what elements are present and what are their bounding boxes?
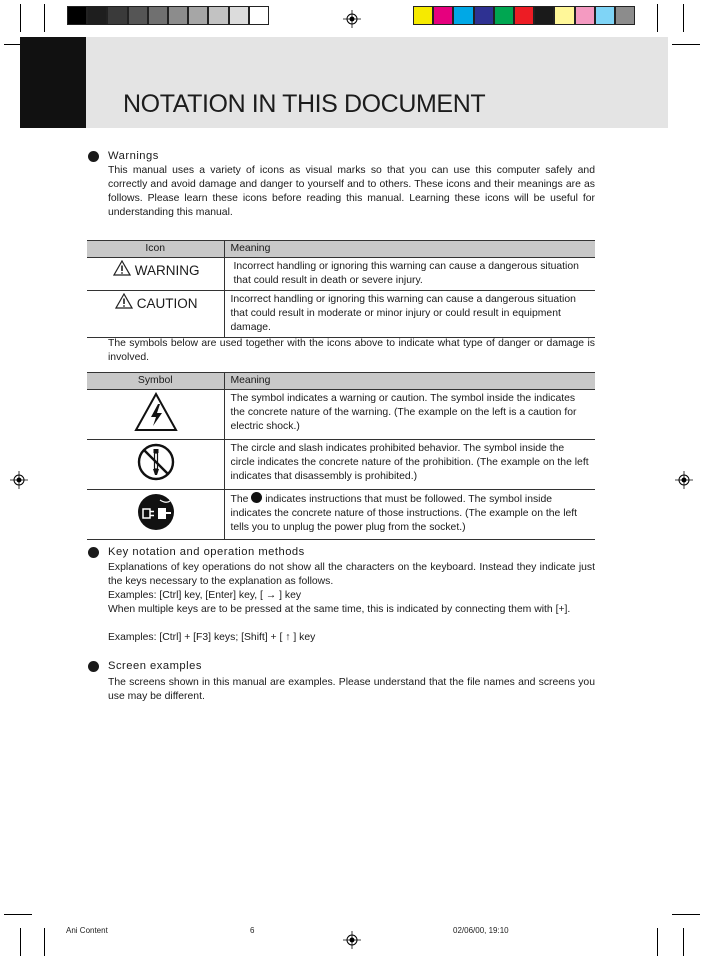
symbol-cell [87,440,224,490]
warning-triangle-icon [113,260,131,276]
calibration-swatch [534,6,554,25]
caution-icon-cell [87,291,224,338]
no-disassembly-meaning: The circle and slash indicates prohibited behavior. The symbol inside the circle indicates the concrete nature of the prohibition. (The example on the left indicates that disassembly is prohibited.) [224,440,595,490]
warning-icon-cell [87,258,224,291]
warnings-intro: This manual uses a variety of icons as visual marks so that you can use this computer safely and correctly and avoid damage and danger to yourself and to others. These icons and their meanings are as follows. Please learn these icons before reading this manual. Learning these icons will be useful for understanding this manual. [108,165,595,218]
page-title: NOTATION IN THIS DOCUMENT [123,90,486,118]
calibration-swatch [87,6,107,25]
table-row [87,258,595,291]
table-row [87,291,595,338]
calibration-swatch [595,6,615,25]
keys-example-2: Examples: [Ctrl] + [F3] keys; [Shift] + [ ↑ ] key [108,632,316,643]
table-row [87,490,595,540]
calibration-swatch [615,6,635,25]
section-heading-keys: Key notation and operation methods [108,546,305,558]
table-row [87,390,595,440]
keys-para-2: When multiple keys are to be pressed at the same time, this is indicated by connecting them with [+]. [108,604,571,615]
calibration-swatch [554,6,574,25]
calibration-swatch [208,6,228,25]
calibration-swatch [67,6,87,25]
icon-table [87,240,595,338]
unplug-meaning: The indicates instructions that must be followed. The symbol inside indicates the concrete nature of those instructions. (The example on the left tells you to unplug the power plug from the socket.) [224,490,595,540]
electric-shock-icon [134,392,178,432]
screens-para: The screens shown in this manual are examples. Please understand that the file names and screens you use may be different. [108,677,595,702]
footer-timestamp: 02/06/00, 19:10 [453,926,509,935]
electric-shock-meaning: The symbol indicates a warning or caution. The symbol inside the indicates the concrete nature of the warning. (The example on the left is a caution for electric shock.) [224,390,595,440]
no-disassembly-icon [136,442,176,482]
column-header-icon: Icon [87,241,224,258]
calibration-swatch [148,6,168,25]
symbols-intro: The symbols below are used together with the icons above to indicate what type of danger or damage is involved. [108,338,595,363]
calibration-swatch [249,6,269,25]
calibration-swatch [433,6,453,25]
symbol-cell [87,390,224,440]
instruction-dot-icon [251,492,262,503]
table-header-row [87,241,595,258]
registration-mark-icon [10,471,28,489]
caution-label: CAUTION [136,296,198,311]
warning-label: WARNING [134,263,200,278]
keys-para-1: Explanations of key operations do not show all the characters on the keyboard. Instead they indicate just the keys necessary to the explanation as follows. [108,562,595,587]
calibration-swatch [453,6,473,25]
caution-meaning: Incorrect handling or ignoring this warning can cause a dangerous situation that could result in moderate or minor injury or could result in equipment damage. [224,291,595,338]
calibration-swatch [128,6,148,25]
registration-mark-icon [675,471,693,489]
unplug-icon [136,492,176,532]
chapter-tab [20,37,86,128]
calibration-swatch [188,6,208,25]
calibration-swatch [474,6,494,25]
calibration-swatch [494,6,514,25]
calibration-swatch [514,6,534,25]
column-header-symbol: Symbol [87,373,224,390]
calibration-swatch [575,6,595,25]
bullet-icon [88,151,99,162]
calibration-swatch [107,6,127,25]
table-row [87,440,595,490]
bullet-icon [88,661,99,672]
calibration-swatch [229,6,249,25]
registration-mark-icon [343,931,361,949]
calibration-swatch [168,6,188,25]
registration-mark-icon [343,10,361,28]
table-header-row [87,373,595,390]
warning-meaning: Incorrect handling or ignoring this warning can cause a dangerous situation that could result in death or severe injury. [224,258,595,291]
caution-triangle-icon [115,293,133,309]
symbol-cell [87,490,224,540]
column-header-meaning: Meaning [224,373,595,390]
section-heading-screens: Screen examples [108,660,202,672]
footer-page-number: 6 [250,926,255,935]
bullet-icon [88,547,99,558]
section-heading-warnings: Warnings [108,150,159,162]
keys-example-1: Examples: [Ctrl] key, [Enter] key, [ → ] key [108,590,302,601]
footer-filename: Ani Content [66,926,108,935]
column-header-meaning: Meaning [224,241,595,258]
calibration-swatch [413,6,433,25]
symbol-table [87,372,595,540]
